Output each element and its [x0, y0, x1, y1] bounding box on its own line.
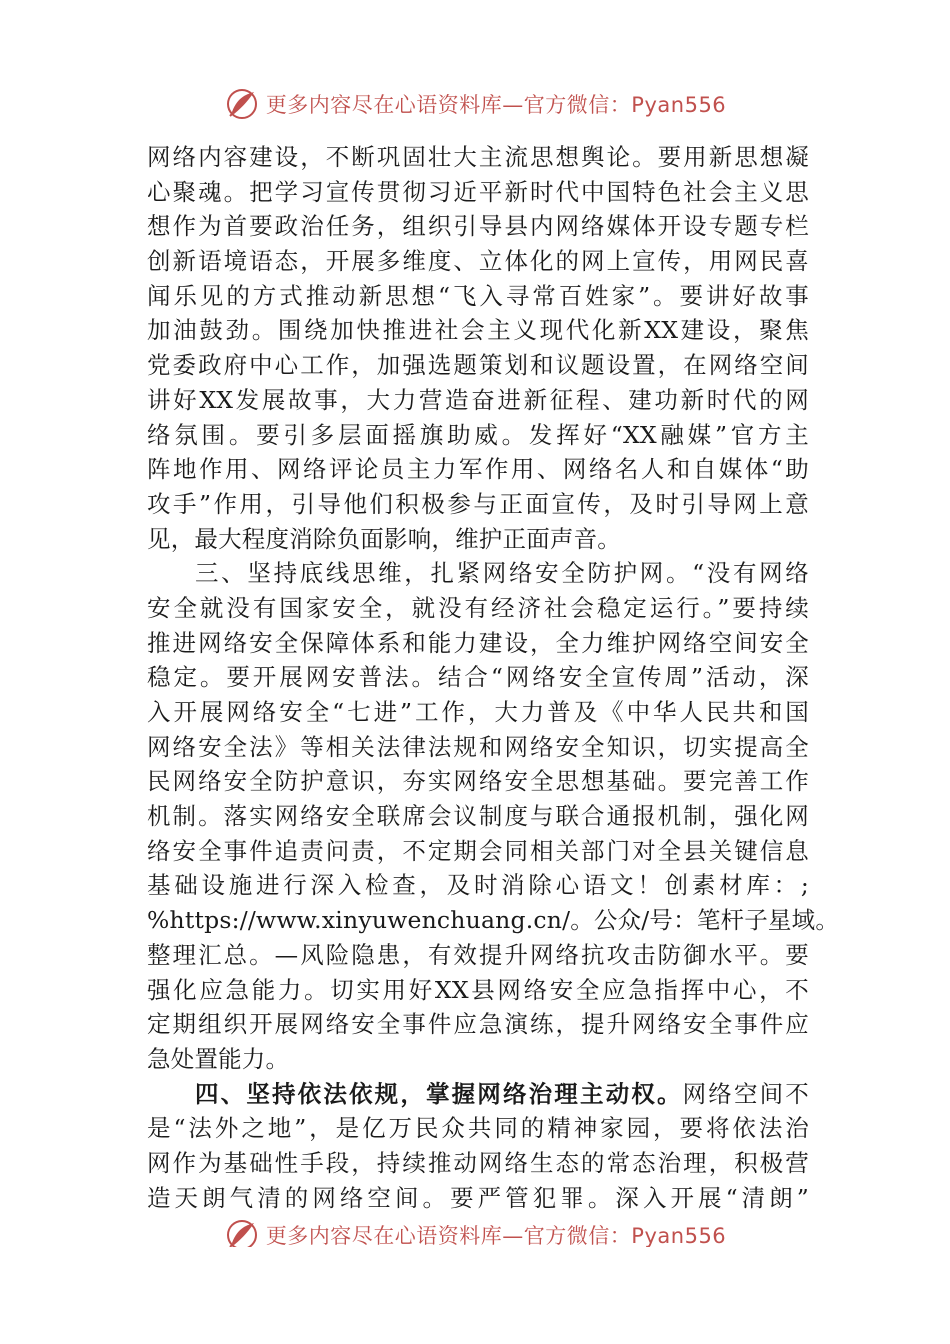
text-line: 入开展网络安全“七进”工作，大力普及《中华人民共和国	[147, 698, 809, 726]
text-line: %https://www.xinyuwenchuang.cn/。公众/号：笔杆子星域。	[147, 906, 840, 935]
paragraph-1	[147, 140, 809, 556]
section-heading: 四、坚持依法依规，掌握网络治理主动权。	[195, 1079, 683, 1108]
text-line: 机制。落实网络安全联席会议制度与联合通报机制，强化网	[147, 802, 809, 831]
text-line: 络氛围。要引多层面摇旗助威。发挥好“XX融媒”官方主	[147, 420, 809, 449]
text-line: 推进网络安全保障体系和能力建设，全力维护网络空间安全	[147, 628, 809, 657]
text-line: 网作为基础性手段，持续推动网络生态的常态治理，积极营	[147, 1148, 809, 1177]
text-line: 三、坚持底线思维，扎紧网络安全防护网。“没有网络	[195, 559, 809, 588]
watermark-text: 更多内容尽在心语资料库—官方微信：Pyan556	[265, 1224, 727, 1247]
text-line: 见，最大程度消除负面影响，维护正面声音。	[147, 524, 621, 553]
text-line: 定期组织开展网络安全事件应急演练，提升网络安全事件应	[147, 1010, 809, 1039]
watermark-banner-top	[0, 84, 950, 124]
paragraph-3	[147, 1077, 809, 1216]
text-line: 党委政府中心工作，加强选题策划和议题设置，在网络空间	[147, 351, 809, 380]
document-body	[147, 140, 840, 1215]
text-line: 造天朗气清的网络空间。要严管犯罪。深入开展“清朗”	[147, 1183, 809, 1212]
text-line: 急处置能力。	[147, 1044, 290, 1073]
text-line: 是“法外之地”，是亿万民众共同的精神家园，要将依法治	[147, 1114, 809, 1143]
text-line: 安全就没有国家安全，就没有经济社会稳定运行。”要持续	[147, 593, 809, 622]
text-line: 整理汇总。—风险隐患，有效提升网络抗攻击防御水平。要	[147, 940, 809, 969]
text-line: 心聚魂。把学习宣传贯彻习近平新时代中国特色社会主义思	[147, 177, 809, 206]
text-line: 络安全事件追责问责，不定期会同相关部门对全县关键信息	[147, 836, 809, 865]
text-line: 强化应急能力。切实用好XX县网络安全应急指挥中心，不	[147, 975, 809, 1004]
text-line: 想作为首要政治任务，组织引导县内网络媒体开设专题专栏	[147, 212, 809, 241]
watermark-banner-bottom	[0, 1203, 950, 1247]
text-line: 网络安全法》等相关法律法规和网络安全知识，切实提高全	[147, 732, 809, 761]
text-line: 加油鼓劲。围绕加快推进社会主义现代化新XX建设，聚焦	[147, 316, 809, 345]
text-line: 创新语境语态，开展多维度、立体化的网上宣传，用网民喜	[147, 247, 809, 276]
pen-logo-icon	[224, 86, 260, 122]
watermark-text: 更多内容尽在心语资料库—官方微信：Pyan556	[265, 93, 727, 117]
text-line: 网络内容建设，不断巩固壮大主流思想舆论。要用新思想凝	[147, 143, 809, 171]
text-line: 稳定。要开展网安普法。结合“网络安全宣传周”活动，深	[147, 663, 809, 692]
pen-logo-icon	[224, 1217, 260, 1247]
text-line	[147, 1077, 809, 1112]
text-line: 攻手”作用，引导他们积极参与正面宣传，及时引导网上意	[147, 489, 809, 518]
text-line: 讲好XX发展故事，大力营造奋进新征程、建功新时代的网	[147, 385, 809, 414]
paragraph-2	[147, 556, 840, 1076]
text-span: 网络空间不	[682, 1079, 809, 1108]
text-line: 基础设施进行深入检查，及时消除心语文！创素材库：;	[147, 871, 809, 900]
text-line: 闻乐见的方式推动新思想“飞入寻常百姓家”。要讲好故事	[147, 281, 809, 310]
text-line: 民网络安全防护意识，夯实网络安全思想基础。要完善工作	[147, 767, 809, 796]
text-line: 阵地作用、网络评论员主力军作用、网络名人和自媒体“助	[147, 455, 809, 484]
